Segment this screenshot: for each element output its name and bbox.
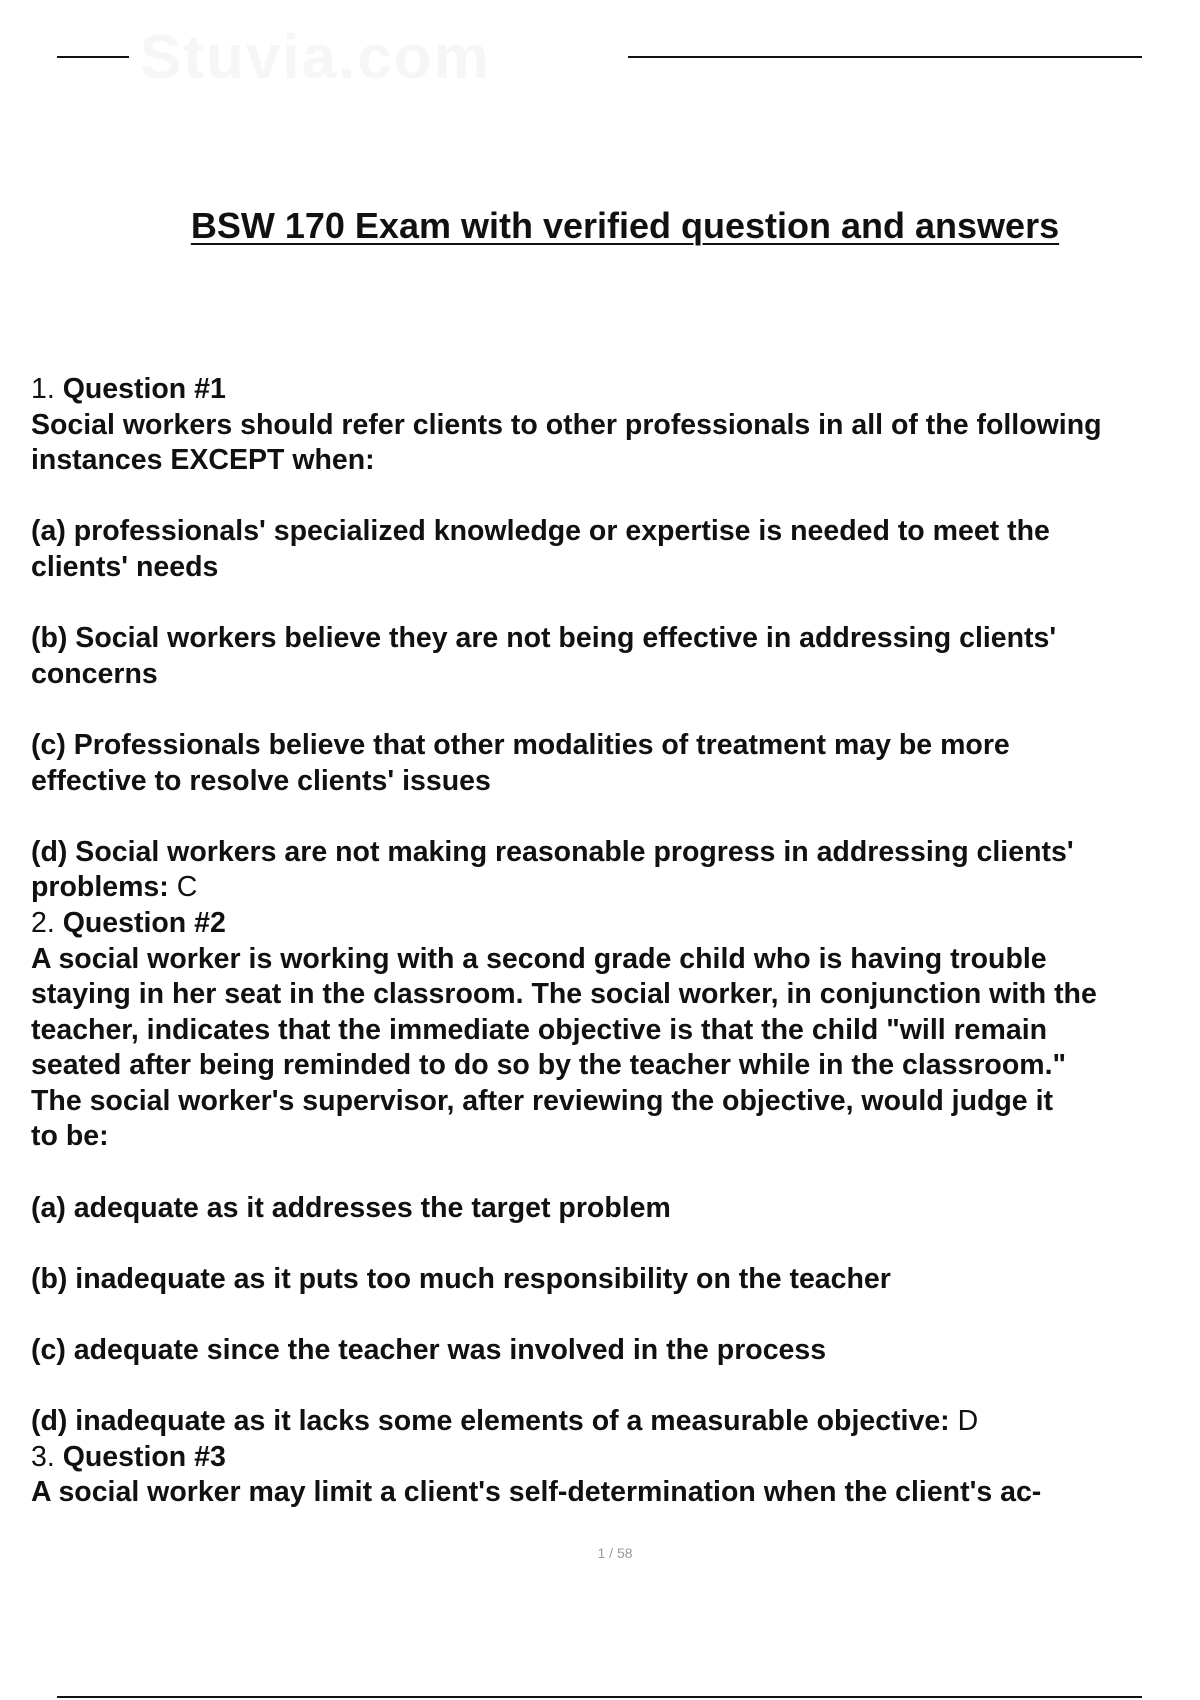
answer-option: (c) Professionals believe that other modalities of treatment may be more (31, 728, 1010, 761)
question-heading: 2. Question #2 (31, 906, 226, 939)
document-title: BSW 170 Exam with verified question and answers (190, 205, 1060, 246)
answer-option: (d) Social workers are not making reasonable progress in addressing clients' (31, 835, 1074, 868)
document-body (31, 372, 1200, 1511)
top-left-rule (57, 56, 129, 58)
answer-option: (a) adequate as it addresses the target problem (31, 1191, 671, 1224)
page-number: 1 / 58 (597, 1545, 633, 1561)
answer-option: (a) professionals' specialized knowledge or expertise is needed to meet the (31, 515, 1050, 548)
correct-answer: D (957, 1405, 979, 1438)
question-text: teacher, indicates that the immediate objective is that the child "will remain (31, 1013, 1048, 1046)
question-text: The social worker's supervisor, after reviewing the objective, would judge it (31, 1084, 1053, 1117)
question-text: A social worker is working with a second grade child who is having trouble (31, 942, 1047, 975)
answer-option: (d) inadequate as it lacks some elements of a measurable objective: D (31, 1405, 979, 1438)
question-text: seated after being reminded to do so by the teacher while in the classroom." (31, 1049, 1067, 1082)
answer-option: clients' needs (31, 550, 219, 583)
answer-option: (b) Social workers believe they are not being effective in addressing clients' (31, 622, 1057, 655)
question-text: A social worker may limit a client's self-determination when the client's ac- (31, 1476, 1042, 1509)
watermark: Stuvia.com (140, 23, 491, 92)
question-text: instances EXCEPT when: (31, 444, 375, 477)
top-right-rule (628, 56, 1142, 58)
answer-option: problems: C (31, 871, 198, 904)
question-heading: 1. Question #1 (31, 373, 226, 405)
answer-option: (c) adequate since the teacher was involved in the process (31, 1334, 827, 1367)
answer-option: (b) inadequate as it puts too much responsibility on the teacher (31, 1262, 891, 1295)
answer-option: concerns (31, 657, 158, 690)
answer-option: effective to resolve clients' issues (31, 764, 491, 797)
question-text: to be: (31, 1120, 109, 1153)
question-heading: 3. Question #3 (31, 1440, 226, 1473)
question-text: staying in her seat in the classroom. The social worker, in conjunction with the (31, 978, 1097, 1011)
question-text: Social workers should refer clients to other professionals in all of the following (31, 408, 1102, 441)
bottom-rule (57, 1696, 1142, 1698)
correct-answer: C (176, 871, 198, 904)
